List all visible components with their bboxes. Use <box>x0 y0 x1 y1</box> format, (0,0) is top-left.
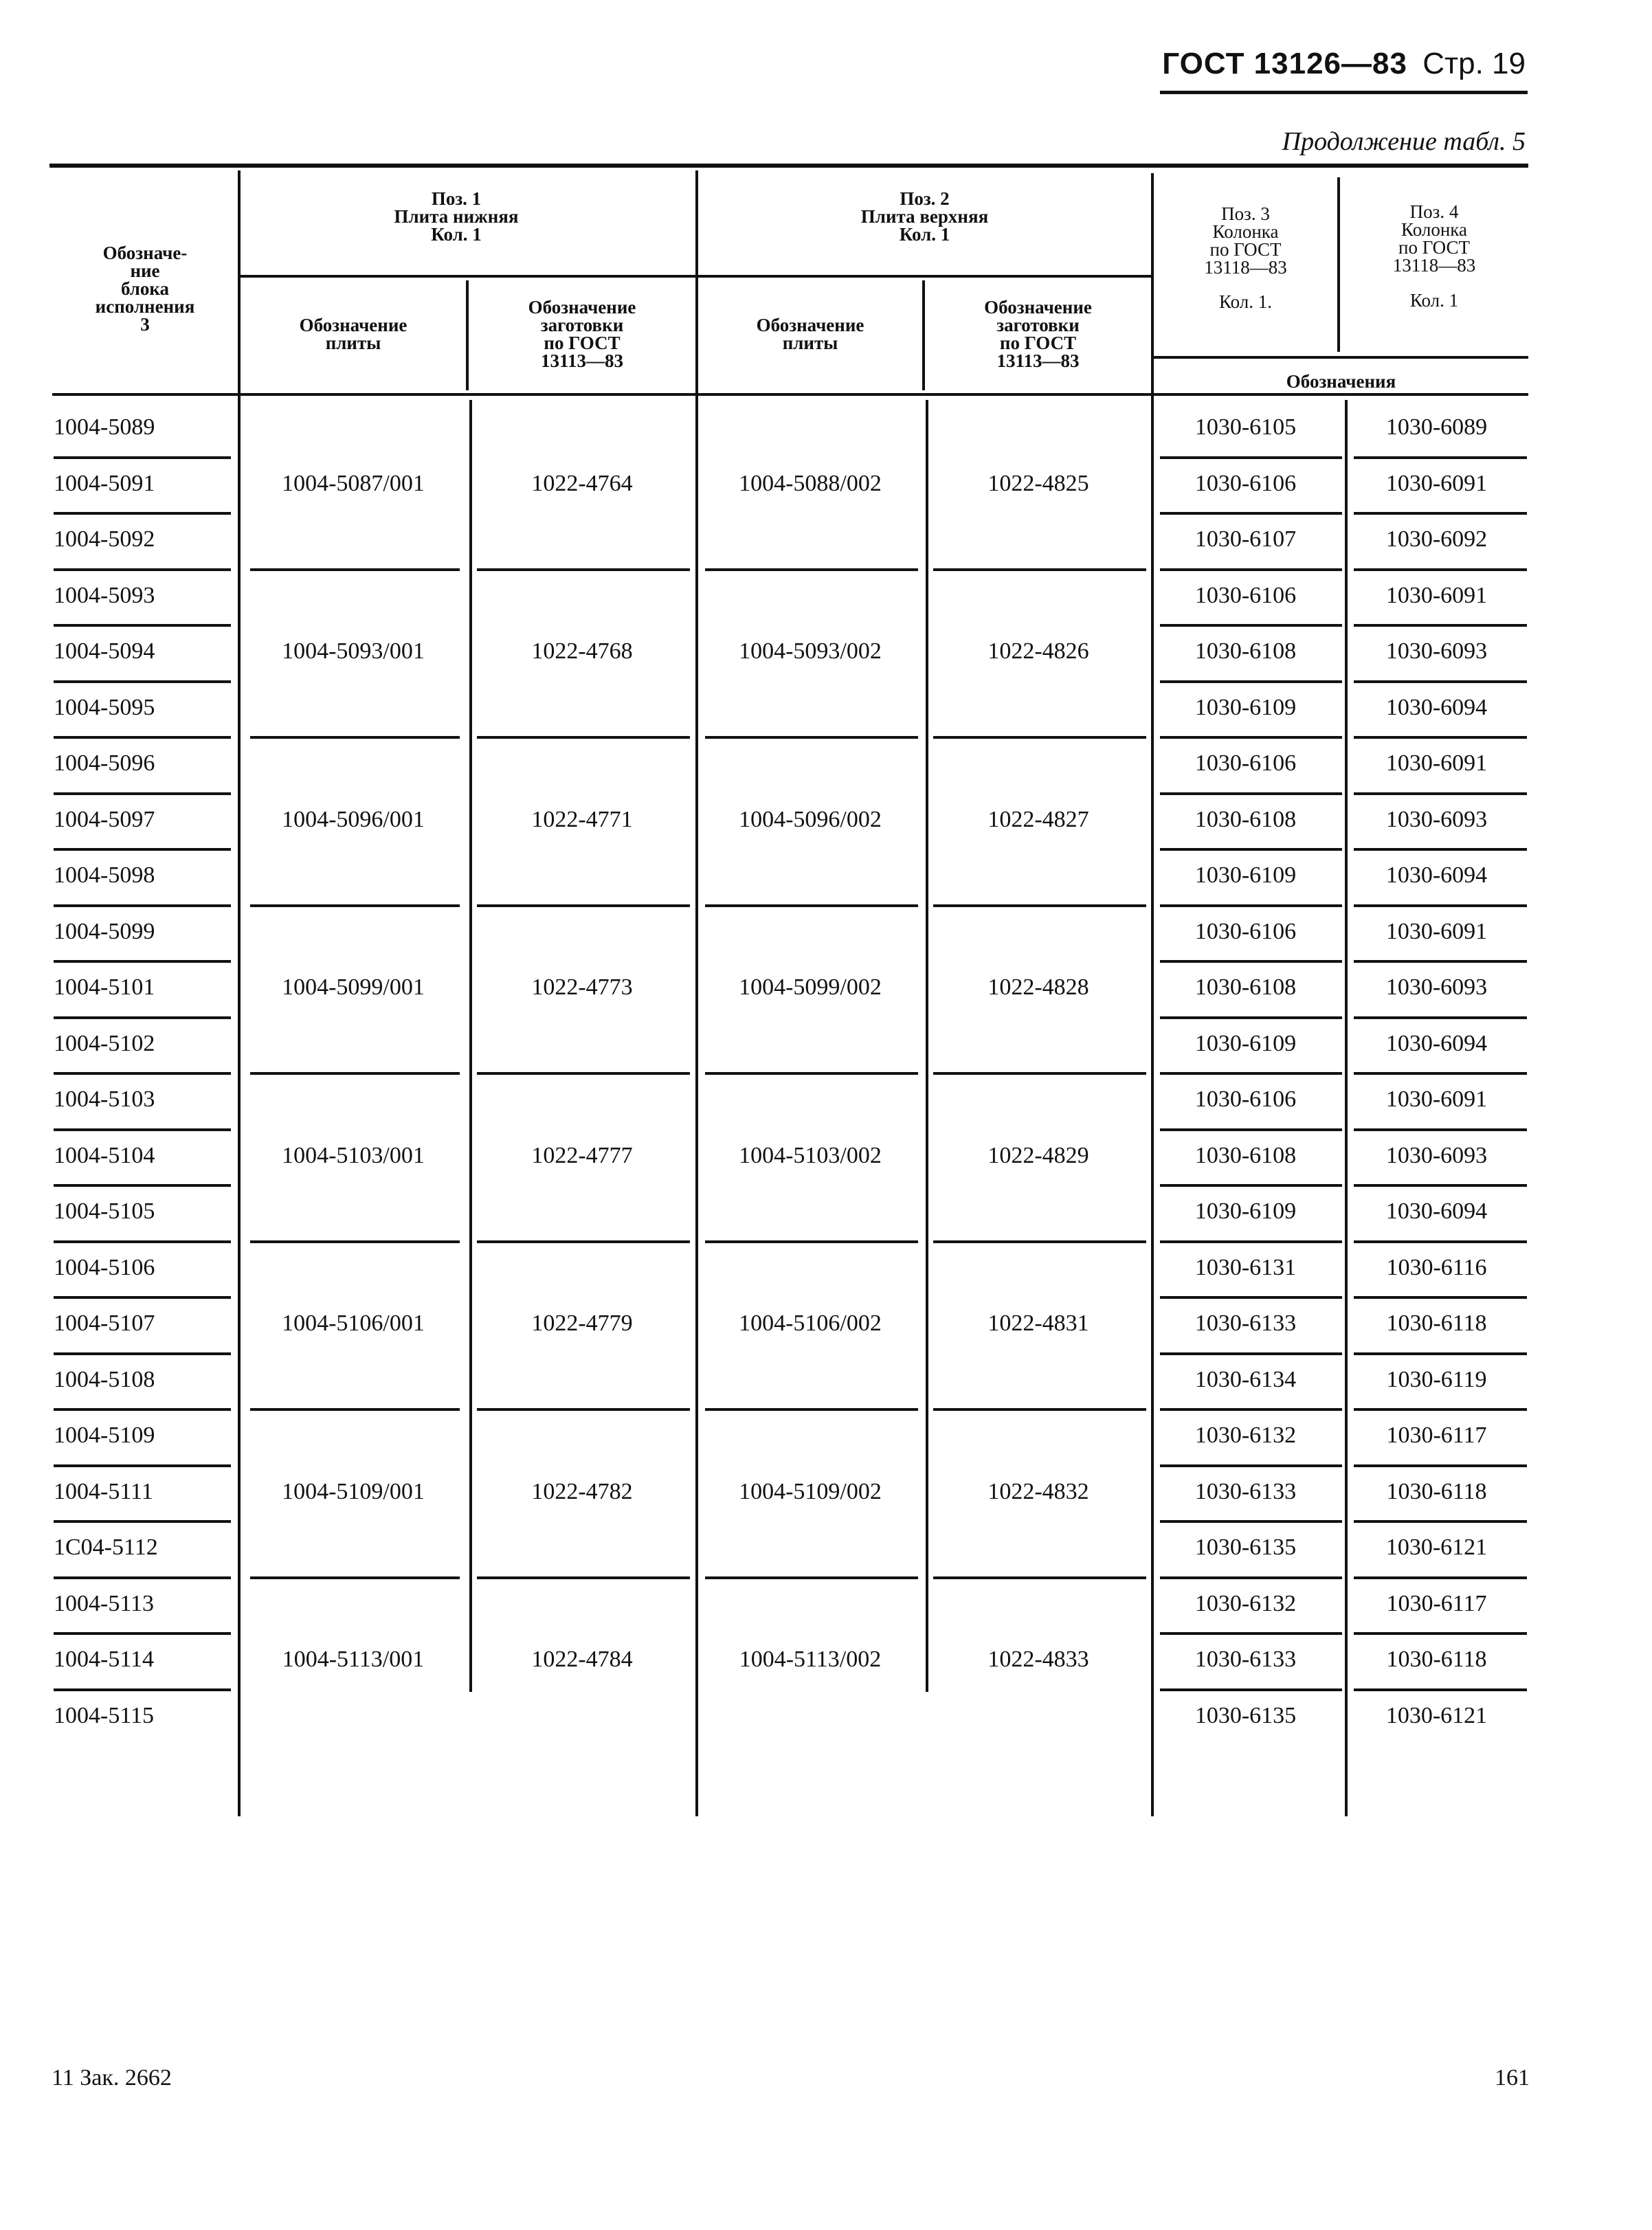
row-rule <box>54 624 231 627</box>
column-header-pos1: Поз. 1 Плита нижняя Кол. 1 <box>394 188 519 245</box>
row-rule <box>1160 1464 1342 1467</box>
pos2-plate-designation-cell: 1004-5099/002 <box>739 974 882 1000</box>
row-rule <box>54 960 231 963</box>
block-designation-cell: 1004-5089 <box>54 414 155 440</box>
pos1-plate-designation-cell: 1004-5099/001 <box>282 974 425 1000</box>
pos1-blank-designation-cell: 1022-4784 <box>531 1647 633 1672</box>
pos3-column-designation-cell: 1030-6107 <box>1194 526 1297 552</box>
row-rule <box>1160 1184 1342 1187</box>
pos1-plate-designation-cell: 1004-5093/001 <box>282 638 425 664</box>
row-rule <box>1160 1520 1342 1523</box>
column-header-pos4: Поз. 4 Колонка по ГОСТ 13118—83 <box>1392 201 1476 276</box>
pos4-column-designation-cell: 1030-6092 <box>1385 526 1488 552</box>
row-rule <box>1354 1184 1527 1187</box>
pos3-column-designation-cell: 1030-6106 <box>1194 919 1297 944</box>
row-rule <box>1354 680 1527 683</box>
pos4-column-designation-cell: 1030-6093 <box>1385 638 1488 664</box>
group-rule <box>705 1576 918 1579</box>
row-rule <box>1160 512 1342 515</box>
pos4-column-designation-cell: 1030-6121 <box>1385 1535 1488 1560</box>
row-rule <box>54 1408 231 1411</box>
pos1-blank-designation-cell: 1022-4777 <box>531 1143 633 1168</box>
group-rule <box>933 736 1146 739</box>
pos2-blank-designation-cell: 1022-4829 <box>987 1143 1089 1168</box>
row-rule <box>1354 1240 1527 1243</box>
pos2-blank-designation-cell: 1022-4825 <box>987 471 1089 496</box>
pos1-plate-designation-cell: 1004-5087/001 <box>282 471 425 496</box>
row-rule <box>54 1464 231 1467</box>
pos2-plate-designation-cell: 1004-5103/002 <box>739 1143 882 1168</box>
pos3-column-designation-cell: 1030-6106 <box>1194 471 1297 496</box>
row-rule <box>1354 1408 1527 1411</box>
group-rule <box>250 904 460 907</box>
row-rule <box>54 1240 231 1243</box>
row-rule <box>1160 904 1342 907</box>
pos3-column-designation-cell: 1030-6133 <box>1194 1311 1297 1336</box>
pos3-column-designation-cell: 1030-6109 <box>1194 1031 1297 1056</box>
pos2-blank-designation-cell: 1022-4833 <box>987 1647 1089 1672</box>
pos4-column-designation-cell: 1030-6089 <box>1385 414 1488 440</box>
block-designation-cell: 1004-5091 <box>54 471 155 496</box>
pos3-column-designation-cell: 1030-6135 <box>1194 1535 1297 1560</box>
block-designation-cell: 1004-5092 <box>54 526 155 552</box>
row-rule <box>1354 904 1527 907</box>
group-rule <box>477 1240 690 1243</box>
row-rule <box>1160 456 1342 459</box>
row-rule <box>1160 1016 1342 1019</box>
pos4-column-designation-cell: 1030-6091 <box>1385 583 1488 608</box>
pos3-column-designation-cell: 1030-6108 <box>1194 1143 1297 1168</box>
pos1-plate-designation-cell: 1004-5096/001 <box>282 807 425 832</box>
header-divider <box>1154 356 1528 359</box>
row-rule <box>1354 736 1527 739</box>
pos4-column-designation-cell: 1030-6116 <box>1386 1255 1487 1280</box>
block-designation-cell: 1004-5107 <box>54 1311 155 1336</box>
pos4-column-designation-cell: 1030-6093 <box>1385 974 1488 1000</box>
row-rule <box>1160 1632 1342 1635</box>
group-rule <box>933 1408 1146 1411</box>
pos3-column-designation-cell: 1030-6106 <box>1194 750 1297 776</box>
block-designation-cell: 1004-5113 <box>54 1591 155 1616</box>
pos4-column-designation-cell: 1030-6121 <box>1385 1703 1488 1728</box>
group-rule <box>250 1408 460 1411</box>
pos3-column-designation-cell: 1030-6106 <box>1194 583 1297 608</box>
block-designation-cell: 1004-5111 <box>54 1479 153 1504</box>
row-rule <box>1354 1576 1527 1579</box>
block-designation-cell: 1004-5115 <box>54 1703 155 1728</box>
row-rule <box>1354 1464 1527 1467</box>
row-rule <box>54 1576 231 1579</box>
group-rule <box>933 1240 1146 1243</box>
block-designation-cell: 1004-5098 <box>54 862 155 888</box>
pos3-column-designation-cell: 1030-6133 <box>1194 1647 1297 1672</box>
group-rule <box>477 1576 690 1579</box>
pos4-column-designation-cell: 1030-6119 <box>1386 1367 1487 1392</box>
block-designation-cell: 1004-5095 <box>54 695 155 720</box>
footer-order-number: 11 Зак. 2662 <box>52 2065 172 2090</box>
row-rule <box>1354 792 1527 795</box>
pos3-column-designation-cell: 1030-6108 <box>1194 974 1297 1000</box>
row-rule <box>54 680 231 683</box>
pos1-blank-designation-cell: 1022-4782 <box>531 1479 633 1504</box>
row-rule <box>54 1520 231 1523</box>
pos2-plate-designation-cell: 1004-5113/002 <box>739 1647 882 1672</box>
group-rule <box>250 1576 460 1579</box>
pos3-column-designation-cell: 1030-6106 <box>1194 1086 1297 1112</box>
column-header-pos3-qty: Кол. 1. <box>1218 291 1273 312</box>
group-rule <box>250 568 460 571</box>
pos1-plate-designation-cell: 1004-5113/001 <box>282 1647 425 1672</box>
row-rule <box>1354 1072 1527 1075</box>
row-rule <box>54 904 231 907</box>
column-header-pos4-qty: Кол. 1 <box>1409 290 1459 311</box>
block-designation-cell: 1004-5099 <box>54 919 155 944</box>
pos4-column-designation-cell: 1030-6118 <box>1386 1647 1487 1672</box>
pos4-column-designation-cell: 1030-6094 <box>1385 862 1488 888</box>
pos4-column-designation-cell: 1030-6091 <box>1385 471 1488 496</box>
row-rule <box>1160 1240 1342 1243</box>
column-header-block-designation: Обозначе- ние блока исполнения 3 <box>95 243 195 335</box>
pos3-column-designation-cell: 1030-6108 <box>1194 638 1297 664</box>
row-rule <box>54 1632 231 1635</box>
pos1-blank-designation-cell: 1022-4773 <box>531 974 633 1000</box>
table-continuation-caption: Продолжение табл. 5 <box>1282 127 1526 156</box>
block-designation-cell: 1004-5106 <box>54 1255 155 1280</box>
group-rule <box>705 1408 918 1411</box>
row-rule <box>1160 1408 1342 1411</box>
row-rule <box>54 1072 231 1075</box>
pos4-column-designation-cell: 1030-6117 <box>1386 1423 1487 1448</box>
pos4-column-designation-cell: 1030-6091 <box>1385 750 1488 776</box>
group-rule <box>705 736 918 739</box>
group-rule <box>705 904 918 907</box>
group-rule <box>250 736 460 739</box>
group-rule <box>477 568 690 571</box>
pos3-column-designation-cell: 1030-6131 <box>1194 1255 1297 1280</box>
pos2-plate-designation-cell: 1004-5088/002 <box>739 471 882 496</box>
column-header-pos3: Поз. 3 Колонка по ГОСТ 13118—83 <box>1204 203 1287 278</box>
row-rule <box>54 736 231 739</box>
row-rule <box>1354 568 1527 571</box>
row-rule <box>54 1296 231 1299</box>
footer-page-number: 161 <box>1495 2065 1530 2090</box>
row-rule <box>1160 1128 1342 1131</box>
row-rule <box>54 1352 231 1355</box>
pos4-column-designation-cell: 1030-6093 <box>1385 1143 1488 1168</box>
row-rule <box>1354 456 1527 459</box>
pos1-blank-designation-cell: 1022-4779 <box>531 1311 633 1336</box>
block-designation-cell: 1004-5103 <box>54 1086 155 1112</box>
row-rule <box>54 792 231 795</box>
pos1-plate-designation-cell: 1004-5103/001 <box>282 1143 425 1168</box>
row-rule <box>1160 736 1342 739</box>
pos3-column-designation-cell: 1030-6108 <box>1194 807 1297 832</box>
row-rule <box>1160 1296 1342 1299</box>
pos3-column-designation-cell: 1030-6133 <box>1194 1479 1297 1504</box>
group-rule <box>933 1576 1146 1579</box>
pos4-column-designation-cell: 1030-6094 <box>1385 695 1488 720</box>
row-rule <box>1354 512 1527 515</box>
row-rule <box>1354 1296 1527 1299</box>
block-designation-cell: 1004-5097 <box>54 807 155 832</box>
row-rule <box>1354 1688 1527 1691</box>
pos2-plate-designation-cell: 1004-5109/002 <box>739 1479 882 1504</box>
header-bottom-rule <box>52 393 1528 396</box>
pos3-column-designation-cell: 1030-6109 <box>1194 862 1297 888</box>
group-rule <box>705 1240 918 1243</box>
row-rule <box>1354 1128 1527 1131</box>
pos2-blank-designation-cell: 1022-4828 <box>987 974 1089 1000</box>
row-rule <box>1160 848 1342 851</box>
pos4-column-designation-cell: 1030-6117 <box>1386 1591 1487 1616</box>
block-designation-cell: 1004-5102 <box>54 1031 155 1056</box>
block-designation-cell: 1004-5104 <box>54 1143 155 1168</box>
group-rule <box>477 1072 690 1075</box>
pos2-blank-designation-cell: 1022-4827 <box>987 807 1089 832</box>
subheader-designations: Обозначения <box>1286 371 1396 392</box>
pos4-column-designation-cell: 1030-6094 <box>1385 1031 1488 1056</box>
pos1-blank-designation-cell: 1022-4771 <box>531 807 633 832</box>
pos3-column-designation-cell: 1030-6109 <box>1194 695 1297 720</box>
row-rule <box>54 1184 231 1187</box>
block-designation-cell: 1004-5108 <box>54 1367 155 1392</box>
row-rule <box>1354 1632 1527 1635</box>
block-designation-cell: 1004-5109 <box>54 1423 155 1448</box>
pos4-column-designation-cell: 1030-6118 <box>1386 1311 1487 1336</box>
pos4-column-designation-cell: 1030-6093 <box>1385 807 1488 832</box>
row-rule <box>1160 624 1342 627</box>
group-rule <box>477 736 690 739</box>
row-rule <box>1354 624 1527 627</box>
pos3-column-designation-cell: 1030-6109 <box>1194 1198 1297 1224</box>
row-rule <box>54 1016 231 1019</box>
subheader-pos1-plate: Обозначение плиты <box>299 315 408 353</box>
pos4-column-designation-cell: 1030-6091 <box>1385 1086 1488 1112</box>
group-rule <box>250 1240 460 1243</box>
group-rule <box>250 1072 460 1075</box>
pos3-column-designation-cell: 1030-6105 <box>1194 414 1297 440</box>
group-rule <box>933 1072 1146 1075</box>
row-rule <box>54 848 231 851</box>
group-rule <box>933 568 1146 571</box>
row-rule <box>1160 1688 1342 1691</box>
pos2-blank-designation-cell: 1022-4831 <box>987 1311 1089 1336</box>
row-rule <box>1354 1352 1527 1355</box>
row-rule <box>1354 960 1527 963</box>
block-designation-cell: 1004-5094 <box>54 638 155 664</box>
running-head-rule <box>1160 91 1528 94</box>
group-rule <box>477 1408 690 1411</box>
pos4-column-designation-cell: 1030-6118 <box>1386 1479 1487 1504</box>
block-designation-cell: 1004-5101 <box>54 974 155 1000</box>
running-head <box>1161 47 1526 81</box>
pos4-column-designation-cell: 1030-6091 <box>1385 919 1488 944</box>
block-designation-cell: 1004-5114 <box>54 1647 155 1672</box>
row-rule <box>1160 680 1342 683</box>
block-designation-cell: 1004-5093 <box>54 583 155 608</box>
pos4-column-designation-cell: 1030-6094 <box>1385 1198 1488 1224</box>
row-rule <box>54 512 231 515</box>
pos2-plate-designation-cell: 1004-5106/002 <box>739 1311 882 1336</box>
page-label: Стр. 19 <box>1422 47 1526 80</box>
column-header-pos2: Поз. 2 Плита верхняя Кол. 1 <box>860 188 989 245</box>
pos1-plate-designation-cell: 1004-5106/001 <box>282 1311 425 1336</box>
row-rule <box>1354 1016 1527 1019</box>
row-rule <box>1160 1072 1342 1075</box>
pos1-blank-designation-cell: 1022-4764 <box>531 471 633 496</box>
row-rule <box>1160 1576 1342 1579</box>
subheader-pos1-blank: Обозначение заготовки по ГОСТ 13113—83 <box>528 297 636 371</box>
group-rule <box>933 904 1146 907</box>
block-designation-cell: 1C04-5112 <box>54 1535 158 1560</box>
pos3-column-designation-cell: 1030-6132 <box>1194 1591 1297 1616</box>
row-rule <box>1160 568 1342 571</box>
row-rule <box>1354 1520 1527 1523</box>
block-designation-cell: 1004-5105 <box>54 1198 155 1224</box>
row-rule <box>1160 792 1342 795</box>
pos3-column-designation-cell: 1030-6134 <box>1194 1367 1297 1392</box>
row-rule <box>54 456 231 459</box>
table-top-rule <box>49 164 1528 168</box>
subheader-pos2-blank: Обозначение заготовки по ГОСТ 13113—83 <box>984 297 1092 371</box>
pos2-blank-designation-cell: 1022-4832 <box>987 1479 1089 1504</box>
group-rule <box>705 1072 918 1075</box>
group-rule <box>477 904 690 907</box>
pos3-column-designation-cell: 1030-6135 <box>1194 1703 1297 1728</box>
block-designation-cell: 1004-5096 <box>54 750 155 776</box>
row-rule <box>54 568 231 571</box>
row-rule <box>54 1688 231 1691</box>
pos2-plate-designation-cell: 1004-5096/002 <box>739 807 882 832</box>
row-rule <box>1354 848 1527 851</box>
pos3-column-designation-cell: 1030-6132 <box>1194 1423 1297 1448</box>
pos1-blank-designation-cell: 1022-4768 <box>531 638 633 664</box>
pos1-plate-designation-cell: 1004-5109/001 <box>282 1479 425 1504</box>
row-rule <box>1160 1352 1342 1355</box>
header-divider <box>241 275 1151 278</box>
subheader-pos2-plate: Обозначение плиты <box>756 315 864 353</box>
standard-number: ГОСТ 13126—83 <box>1162 47 1407 80</box>
row-rule <box>54 1128 231 1131</box>
group-rule <box>705 568 918 571</box>
row-rule <box>1160 960 1342 963</box>
pos2-blank-designation-cell: 1022-4826 <box>987 638 1089 664</box>
pos2-plate-designation-cell: 1004-5093/002 <box>739 638 882 664</box>
